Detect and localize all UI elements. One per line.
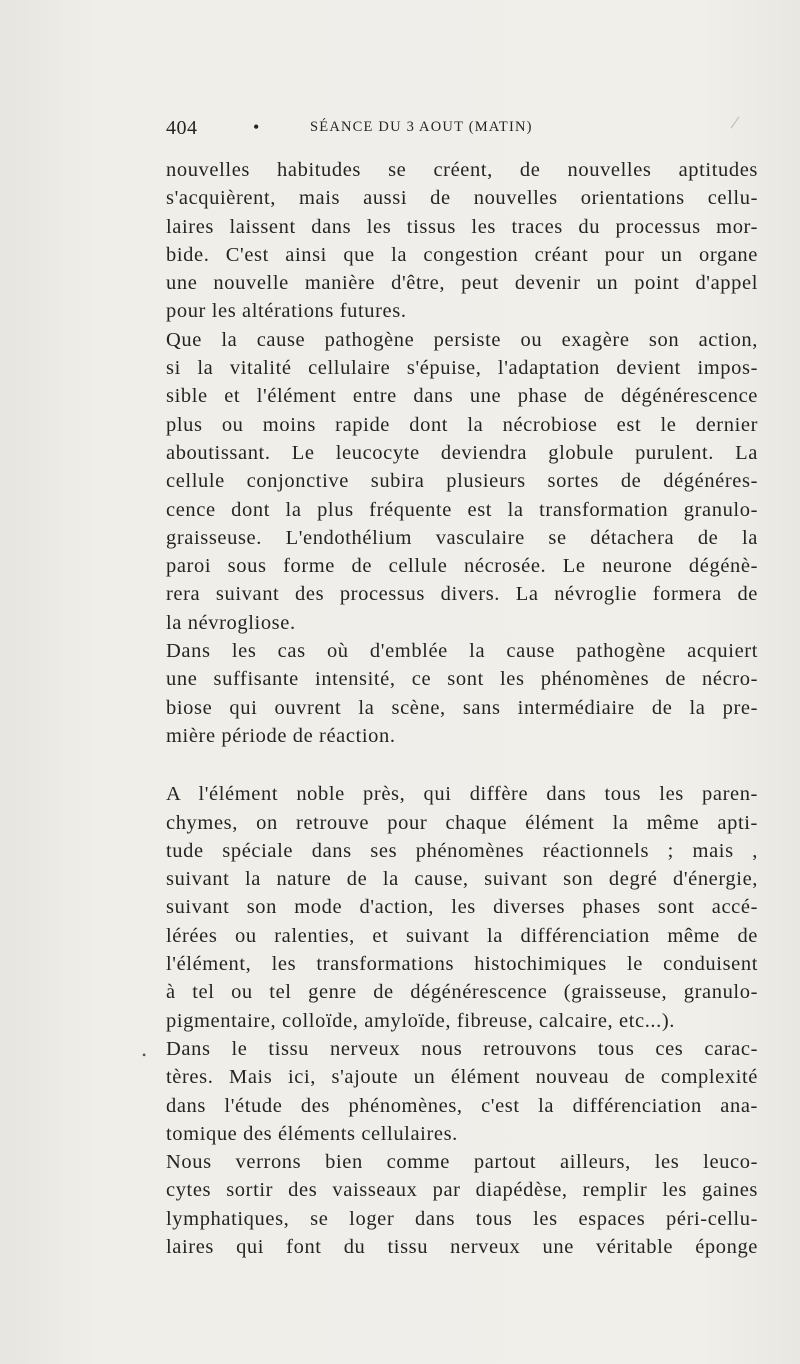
paragraph	[166, 1035, 758, 1148]
text-line: laires qui font du tissu nerveux une véritable éponge	[166, 1235, 758, 1258]
text-line: l'élément, les transformations histochimiques le conduisent	[166, 953, 758, 976]
text-line: paroi sous forme de cellule nécrosée. Le neurone dégénè-	[166, 555, 758, 578]
text-line: cellule conjonctive subira plusieurs sortes de dégénéres-	[166, 470, 758, 493]
paragraph	[166, 637, 758, 750]
text-line: dans l'étude des phénomènes, c'est la différenciation ana-	[166, 1094, 758, 1117]
text-line: A l'élément noble près, qui diffère dans tous les paren-	[166, 783, 758, 806]
text-line: si la vitalité cellulaire s'épuise, l'adaptation devient impos-	[166, 357, 758, 380]
margin-mark: •	[142, 1048, 147, 1062]
header-dot: •	[253, 117, 260, 137]
text-line: à tel ou tel genre de dégénérescence (graisseuse, granulo-	[166, 981, 758, 1004]
text-line: rera suivant des processus divers. La névroglie formera de	[166, 583, 758, 606]
paragraph	[166, 326, 758, 637]
text-line: suivant la nature de la cause, suivant son degré d'énergie,	[166, 868, 758, 891]
text-line: pigmentaire, colloïde, amyloïde, fibreuse, calcaire, etc...).	[166, 1009, 676, 1032]
text-line: tomique des éléments cellulaires.	[166, 1122, 458, 1145]
text-line: suivant son mode d'action, les diverses phases sont accé-	[166, 896, 758, 919]
text-line: mière période de réaction.	[166, 724, 396, 747]
text-line: Que la cause pathogène persiste ou exagère son action,	[166, 328, 758, 351]
text-line: Nous verrons bien comme partout ailleurs, les leuco-	[166, 1151, 758, 1174]
page-header	[166, 117, 756, 147]
text-line: une nouvelle manière d'être, peut devenir un point d'appel	[166, 272, 758, 295]
text-line: lérées ou ralenties, et suivant la différenciation même de	[166, 924, 758, 947]
text-line: chymes, on retrouve pour chaque élément la même apti-	[166, 811, 758, 834]
text-line: plus ou moins rapide dont la nécrobiose est le dernier	[166, 413, 758, 436]
text-line: Dans le tissu nerveux nous retrouvons tous ces carac-	[166, 1037, 758, 1060]
text-line: s'acquièrent, mais aussi de nouvelles orientations cellu-	[166, 187, 758, 210]
text-line: tude spéciale dans ses phénomènes réactionnels ; mais ,	[166, 839, 758, 862]
text-line: graisseuse. L'endothélium vasculaire se détachera de la	[166, 526, 758, 549]
text-line: une suffisante intensité, ce sont les phénomènes de nécro-	[166, 668, 758, 691]
text-line: laires laissent dans les tissus les traces du processus mor-	[166, 215, 758, 238]
body-text	[166, 156, 758, 1261]
text-line: pour les altérations futures.	[166, 300, 407, 323]
text-line: lymphatiques, se loger dans tous les espaces péri-cellu-	[166, 1207, 758, 1230]
text-line: la névrogliose.	[166, 611, 296, 634]
paragraph-gap	[166, 750, 758, 780]
paragraph	[166, 1148, 758, 1261]
text-line: Dans les cas où d'emblée la cause pathogène acquiert	[166, 640, 758, 663]
text-line: tères. Mais ici, s'ajoute un élément nouveau de complexité	[166, 1066, 758, 1089]
text-line: nouvelles habitudes se créent, de nouvelles aptitudes	[166, 159, 758, 181]
paragraph	[166, 156, 758, 326]
text-line: cytes sortir des vaisseaux par diapédèse, remplir les gaines	[166, 1179, 758, 1202]
text-line: sible et l'élément entre dans une phase de dégénérescence	[166, 385, 758, 408]
text-line: cence dont la plus fréquente est la transformation granulo-	[166, 498, 758, 521]
text-line: aboutissant. Le leucocyte deviendra globule purulent. La	[166, 441, 758, 464]
running-title: SÉANCE DU 3 AOUT (MATIN)	[310, 119, 533, 135]
page-number: 404	[166, 117, 198, 139]
paragraph	[166, 780, 758, 1035]
text-line: bide. C'est ainsi que la congestion créant pour un organe	[166, 243, 758, 266]
text-line: biose qui ouvrent la scène, sans intermédiaire de la pre-	[166, 696, 758, 719]
